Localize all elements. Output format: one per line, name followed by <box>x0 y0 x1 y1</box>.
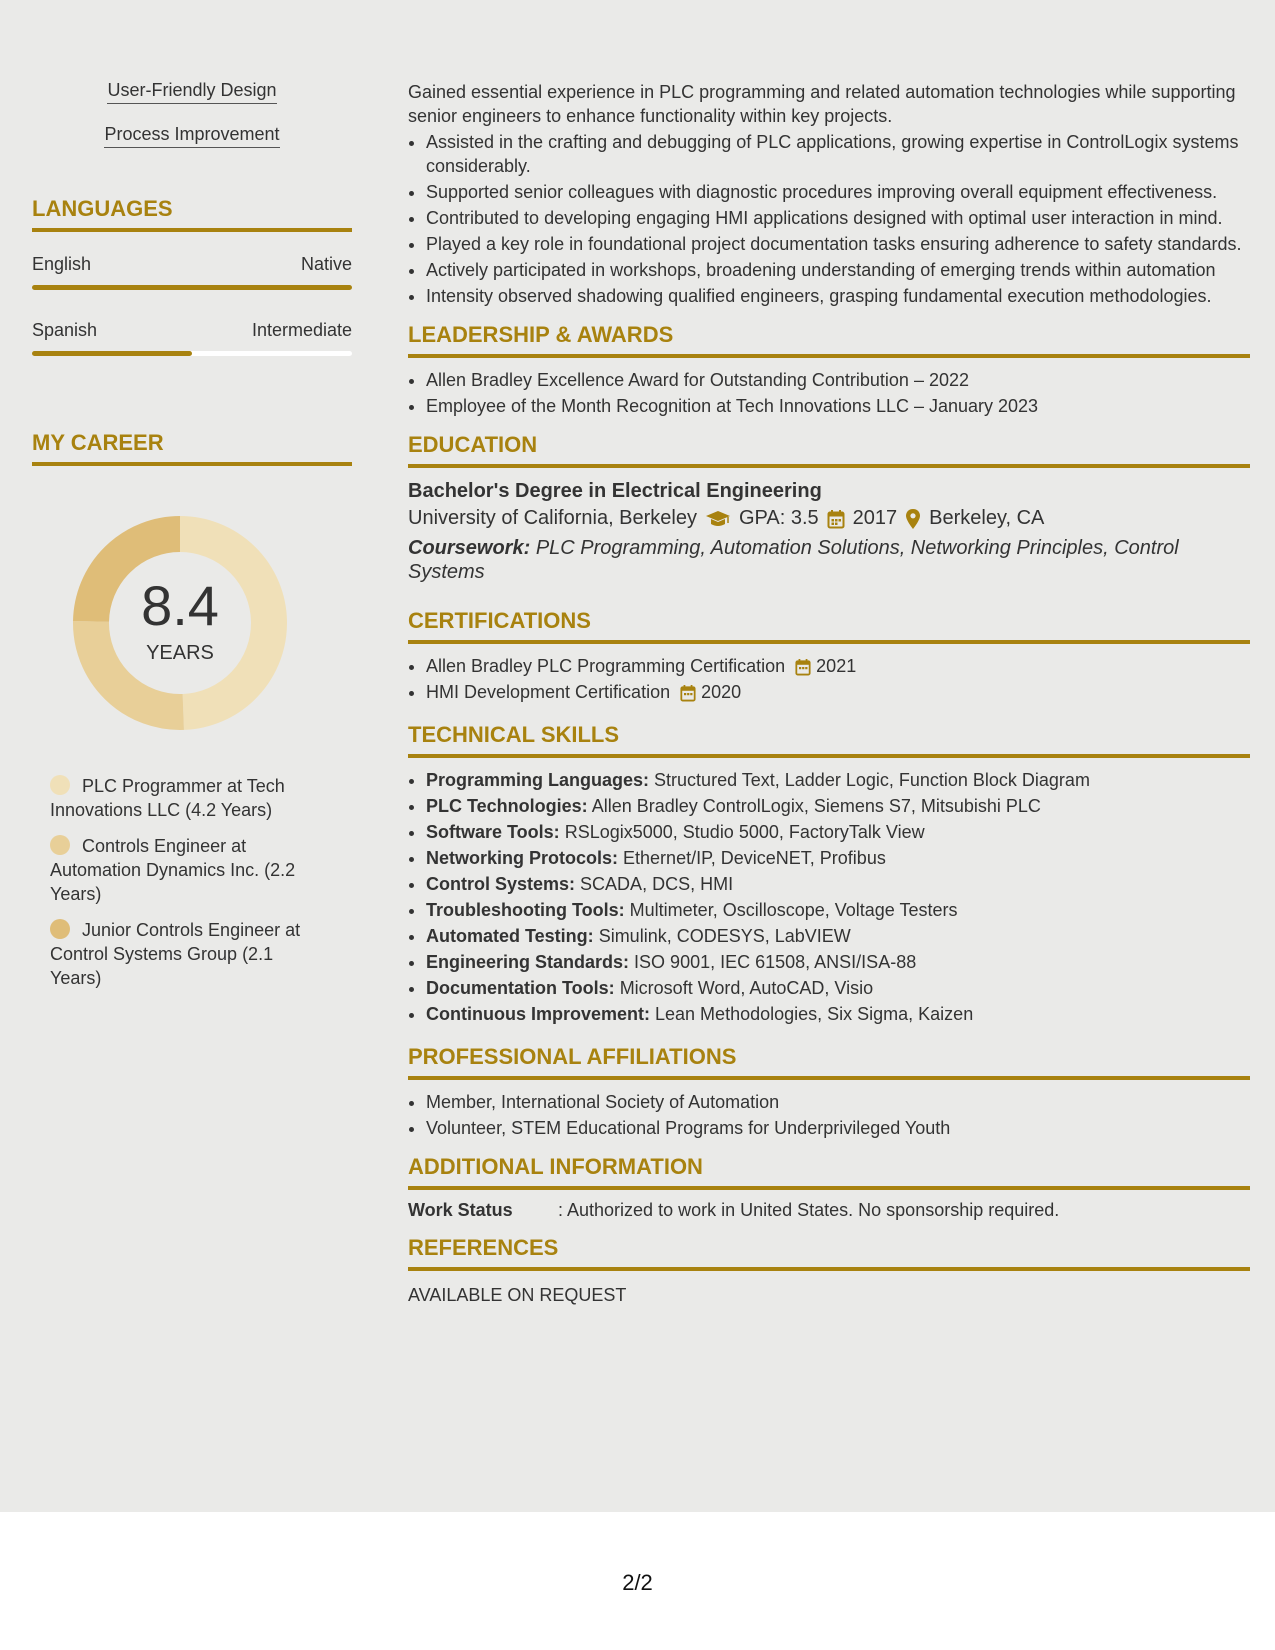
career-section <box>32 430 352 990</box>
skills-title: TECHNICAL SKILLS <box>408 722 1250 758</box>
certifications-section <box>408 608 1250 704</box>
skill-tag: Process Improvement <box>104 124 279 148</box>
skill-tag: User-Friendly Design <box>107 80 276 104</box>
skill-value: Structured Text, Ladder Logic, Function Block Diagram <box>654 770 1090 790</box>
skill-label: Automated Testing: <box>426 926 594 946</box>
certification-name: HMI Development Certification <box>426 682 671 702</box>
skill-label: Documentation Tools: <box>426 978 615 998</box>
career-legend-item <box>50 774 320 822</box>
education-gpa: GPA: 3.5 <box>739 507 819 529</box>
languages-title: LANGUAGES <box>32 196 352 232</box>
certification-year: 2020 <box>701 682 742 702</box>
coursework-list: PLC Programming, Automation Solutions, Networking Principles, Control Systems <box>408 537 1179 583</box>
skill-value: Multimeter, Oscilloscope, Voltage Testers <box>629 900 958 920</box>
affiliations-title: PROFESSIONAL AFFILIATIONS <box>408 1044 1250 1080</box>
experience-bullet: • Intensity observed shadowing qualified engineers, grasping fundamental execution methodologies. <box>426 284 1250 308</box>
skill-value: ISO 9001, IEC 61508, ANSI/ISA-88 <box>634 952 917 972</box>
experience-bullet: • Played a key role in foundational project documentation tasks ensuring adherence to safety standards. <box>426 232 1250 256</box>
affiliations-section <box>408 1044 1250 1140</box>
skill-label: Troubleshooting Tools: <box>426 900 625 920</box>
skill-item <box>426 1002 1250 1026</box>
calendar-icon <box>827 509 845 529</box>
skill-tags <box>32 80 352 168</box>
references-section <box>408 1235 1250 1306</box>
skill-item <box>426 898 1250 922</box>
career-legend-item <box>50 918 320 990</box>
career-legend-item <box>50 834 320 906</box>
skill-value: Simulink, CODESYS, LabVIEW <box>598 926 851 946</box>
language-name: English <box>32 254 92 274</box>
award-item: • Employee of the Month Recognition at Tech Innovations LLC – January 2023 <box>426 394 1250 418</box>
skill-item <box>426 768 1250 792</box>
legend-dot <box>50 919 70 939</box>
skill-item <box>426 846 1250 870</box>
certifications-title: CERTIFICATIONS <box>408 608 1250 644</box>
certification-item <box>426 680 1250 704</box>
language-bar-fill <box>32 285 352 290</box>
affiliation-item: • Volunteer, STEM Educational Programs for Underprivileged Youth <box>426 1116 1250 1140</box>
awards-section <box>408 322 1250 418</box>
awards-title: LEADERSHIP & AWARDS <box>408 322 1250 358</box>
experience-intro: Gained essential experience in PLC programming and related automation technologies while supporting senior engineers to enhance functionality within key projects. <box>408 82 1236 126</box>
award-item: • Allen Bradley Excellence Award for Outstanding Contribution – 2022 <box>426 368 1250 392</box>
legend-dot <box>50 775 70 795</box>
work-status-label: Work Status <box>408 1200 513 1220</box>
calendar-icon <box>795 658 811 676</box>
experience-bullet: • Contributed to developing engaging HMI applications designed with optimal user interaction in mind. <box>426 206 1250 230</box>
skill-item <box>426 872 1250 896</box>
education-details <box>408 507 1250 530</box>
experience-bullet: • Assisted in the crafting and debugging of PLC applications, growing expertise in ControlLogix systems considerably. <box>426 130 1250 178</box>
career-legend-label: Controls Engineer at Automation Dynamics Inc. (2.2 Years) <box>50 836 296 904</box>
career-title: MY CAREER <box>32 430 352 466</box>
education-section <box>408 432 1250 584</box>
legend-dot <box>50 835 70 855</box>
education-title: EDUCATION <box>408 432 1250 468</box>
education-location: Berkeley, CA <box>929 507 1045 529</box>
skill-item <box>426 794 1250 818</box>
experience-bullets <box>408 130 1250 308</box>
education-year: 2017 <box>852 507 898 529</box>
graduation-cap-icon <box>705 509 731 529</box>
skill-item <box>426 950 1250 974</box>
skill-value: Ethernet/IP, DeviceNET, Profibus <box>623 848 886 868</box>
language-level: Native <box>300 254 352 274</box>
language-bar-fill <box>32 351 192 356</box>
work-status <box>408 1200 1250 1221</box>
skill-value: Microsoft Word, AutoCAD, Visio <box>619 978 874 998</box>
career-donut-chart <box>65 508 295 738</box>
calendar-icon <box>680 684 696 702</box>
experience-bullet: • Supported senior colleagues with diagnostic procedures improving overall equipment effectiveness. <box>426 180 1250 204</box>
certification-year: 2021 <box>816 656 857 676</box>
page-number: 2/2 <box>622 1570 653 1595</box>
language-bar <box>32 351 352 356</box>
language-bar <box>32 285 352 290</box>
career-total-years: 8.4 <box>141 574 219 637</box>
language-entry <box>32 254 352 290</box>
additional-section <box>408 1154 1250 1221</box>
language-level: Intermediate <box>251 320 352 340</box>
skill-label: Control Systems: <box>426 874 576 894</box>
skill-label: Engineering Standards: <box>426 952 630 972</box>
skill-label: Continuous Improvement: <box>426 1004 650 1024</box>
skill-value: RSLogix5000, Studio 5000, FactoryTalk View <box>564 822 925 842</box>
certification-item <box>426 654 1250 678</box>
languages-section <box>32 196 352 356</box>
career-legend <box>50 774 352 990</box>
references-text: AVAILABLE ON REQUEST <box>408 1285 627 1305</box>
skill-label: PLC Technologies: <box>426 796 588 816</box>
career-legend-label: Junior Controls Engineer at Control Systems Group (2.1 Years) <box>50 920 301 988</box>
language-name: Spanish <box>32 320 98 340</box>
skill-item <box>426 924 1250 948</box>
skill-label: Software Tools: <box>426 822 560 842</box>
certification-name: Allen Bradley PLC Programming Certification <box>426 656 786 676</box>
career-legend-label: PLC Programmer at Tech Innovations LLC (4.2 Years) <box>50 776 285 820</box>
language-entry <box>32 320 352 356</box>
skill-item <box>426 976 1250 1000</box>
skills-section <box>408 722 1250 1026</box>
skill-label: Networking Protocols: <box>426 848 619 868</box>
skill-value: Allen Bradley ControlLogix, Siemens S7, Mitsubishi PLC <box>591 796 1041 816</box>
coursework-label: Coursework: <box>408 537 531 559</box>
right-column <box>408 80 1250 1306</box>
education-school: University of California, Berkeley <box>408 507 697 529</box>
education-coursework <box>408 536 1250 584</box>
skill-label: Programming Languages: <box>426 770 650 790</box>
references-title: REFERENCES <box>408 1235 1250 1271</box>
education-degree: Bachelor's Degree in Electrical Engineering <box>408 480 822 502</box>
work-status-value: : Authorized to work in United States. No sponsorship required. <box>558 1200 1060 1220</box>
skill-value: SCADA, DCS, HMI <box>580 874 734 894</box>
left-column <box>32 80 352 1002</box>
experience-bullet: • Actively participated in workshops, broadening understanding of emerging trends within automation <box>426 258 1250 282</box>
career-years-unit: YEARS <box>146 642 214 664</box>
skill-item <box>426 820 1250 844</box>
affiliation-item: • Member, International Society of Automation <box>426 1090 1250 1114</box>
map-pin-icon <box>905 508 921 530</box>
additional-title: ADDITIONAL INFORMATION <box>408 1154 1250 1190</box>
skill-value: Lean Methodologies, Six Sigma, Kaizen <box>655 1004 974 1024</box>
